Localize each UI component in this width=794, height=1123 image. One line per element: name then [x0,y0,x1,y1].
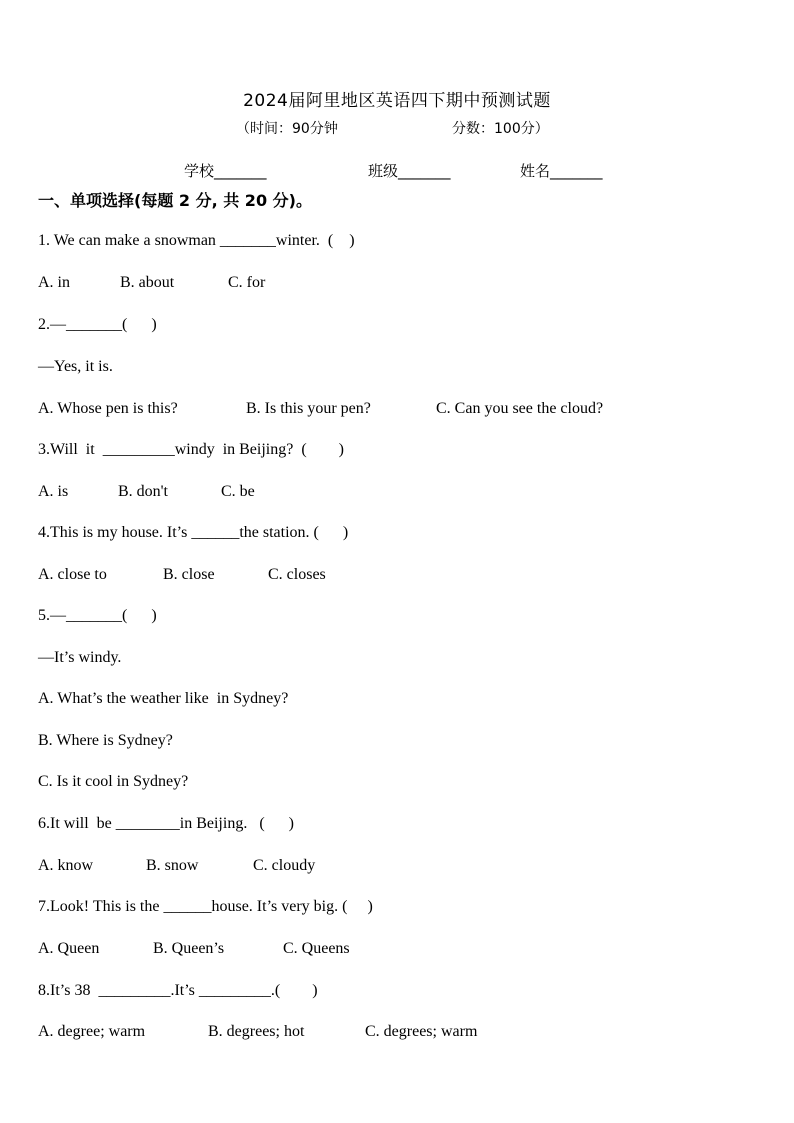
option-a: A. is [38,483,69,500]
option-a: A. degree; warm [38,1023,146,1040]
school-field: 学校_______ [184,162,267,180]
name-field: 姓名_______ [520,162,603,180]
question-stem: 2.—_______( ) [38,316,157,333]
option-a: A. Whose pen is this? [38,400,178,417]
option-c: C. be [221,483,255,500]
question-stem: 5.—_______( ) [38,607,157,624]
dialogue-answer: —Yes, it is. [38,358,113,375]
option-b: B. Is this your pen? [246,400,371,417]
option-b: B. Where is Sydney? [38,732,173,749]
question-stem: 6.It will be ________in Beijing. ( ) [38,815,294,832]
option-c: C. degrees; warm [365,1023,478,1040]
question-stem: 3.Will it _________windy in Beijing? ( ) [38,441,344,458]
option-b: B. degrees; hot [208,1023,305,1040]
exam-score: 分数：100分） [452,121,549,137]
section-heading: 一、单项选择(每题 2 分, 共 20 分)。 [38,191,312,210]
dialogue-answer: —It’s windy. [38,649,122,666]
question-stem: 4.This is my house. It’s ______the station. ( ) [38,524,349,541]
option-b: B. about [120,274,175,291]
option-b: B. close [163,566,215,583]
option-a: A. close to [38,566,107,583]
exam-time: （时间：90分钟 [236,121,338,137]
option-c: C. cloudy [253,857,316,874]
option-a: A. What’s the weather like in Sydney? [38,690,289,707]
option-c: C. closes [268,566,326,583]
option-a: A. Queen [38,940,100,957]
option-b: B. Queen’s [153,940,225,957]
option-c: C. Queens [283,940,350,957]
question-stem: 1. We can make a snowman _______winter. ( ) [38,232,355,249]
option-c: C. Can you see the cloud? [436,400,604,417]
question-stem: 7.Look! This is the ______house. It’s very big. ( ) [38,898,373,915]
option-b: B. don't [118,483,168,500]
option-c: C. for [228,274,266,291]
option-c: C. Is it cool in Sydney? [38,773,189,790]
exam-title: 2024届阿里地区英语四下期中预测试题 [243,91,551,111]
option-b: B. snow [146,857,199,874]
question-stem: 8.It’s 38 _________.It’s _________.( ) [38,982,318,999]
class-field: 班级_______ [368,162,451,180]
option-a: A. in [38,274,70,291]
option-a: A. know [38,857,94,874]
